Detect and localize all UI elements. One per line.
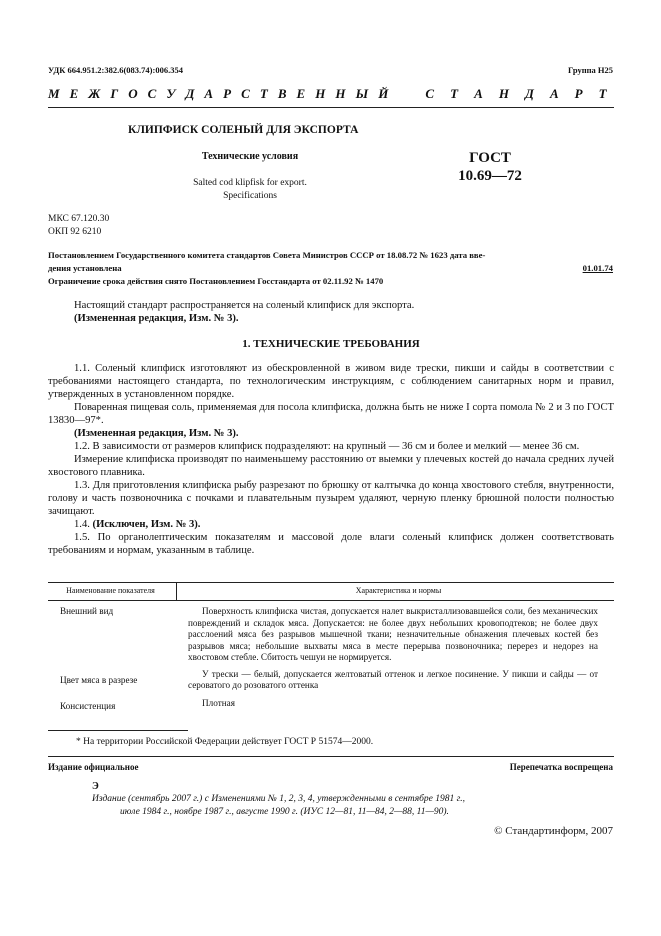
para-1-4-number: 1.4.: [74, 519, 90, 530]
table-row: [60, 698, 598, 713]
table-cell-name: Внешний вид: [60, 606, 114, 616]
table-header-col2: Характеристика и нормы: [355, 586, 442, 595]
footnote: * На территории Российской Федерации действует ГОСТ Р 51574—2000.: [76, 737, 374, 747]
edition-mark: Э: [92, 781, 99, 792]
table-header-divider: [176, 582, 177, 600]
english-title-2: Specifications: [223, 191, 277, 201]
official-edition: Издание официальное: [48, 762, 139, 772]
table-header-col1: Наименование показателя: [66, 586, 155, 595]
para-1-1: 1.1. Соленый клипфиск изготовляют из обескровленной в живом виде трески, пикши и сайды в соответствии с требованиями настоящего стандарта, по технологическим инструкциям, с соблюдением санитарных норм и правил, утвержденных в установленном порядке.: [48, 363, 614, 400]
para-1-1b: Поваренная пищевая соль, применяемая для посола клипфиска, должна быть не ниже I сорта помола № 2 и 3 по ГОСТ 13830—97*.: [48, 402, 614, 426]
gost-label: ГОСТ: [469, 150, 511, 166]
para-1-2b: Измерение клипфиска производят по наименьшему расстоянию от выемки у плечевых костей до начала средних лучей хвостового плавника.: [48, 454, 614, 478]
table-cell-value: Плотная: [202, 697, 235, 708]
intro-text: Настоящий стандарт распространяется на соленый клипфиск для экспорта.: [74, 300, 415, 311]
table-cell-value: У трески — белый, допускается желтоватый оттенок и легкое посинение. У пикши и сайды — от сероватого до розоватого оттенка: [188, 668, 598, 690]
para-1-1-revision: (Измененная редакция, Изм. № 3).: [74, 428, 239, 439]
table-header-rule: [48, 600, 614, 601]
decree-line-1: Постановлением Государственного комитета стандартов Совета Министров СССР от 18.08.72 № 1623 дата вве-: [48, 250, 486, 260]
group-code: Группа Н25: [567, 65, 613, 75]
decree-date: 01.01.74: [582, 263, 613, 273]
edition-line-1: Издание (сентябрь 2007 г.) с Изменениями № 1, 2, 3, 4, утвержденными в сентябре 1981 г.,: [92, 794, 465, 804]
table-cell-name: Консистенция: [60, 700, 116, 711]
okp-code: ОКП 92 6210: [48, 227, 102, 237]
table-cell-value: Поверхность клипфиска чистая, допускается налет выкристаллизовавшейся соли, без механических повреждений и складок мяса. Допускается: не более двух небольших кровоподтеков; не более двух расслоений мяса без разрывов мышечной ткани; незначительные обнажения плечевых костей без разрывов мяса; небольшие выхваты мяса в месте перерыва позвоночника; перерез и недорез на хвостовом стебле. Сбитость чешуи не нормируется.: [188, 606, 598, 662]
norms-table: [60, 606, 598, 712]
decree-line-3: Ограничение срока действия снято Постановлением Госстандарта от 02.11.92 № 1470: [48, 276, 384, 286]
section-heading: 1. ТЕХНИЧЕСКИЕ ТРЕБОВАНИЯ: [242, 338, 420, 350]
mks-code: МКС 67.120.30: [48, 214, 110, 224]
reprint-prohibited: Перепечатка воспрещена: [509, 762, 613, 772]
para-1-4: [48, 518, 614, 531]
subtitle: Технические условия: [201, 151, 299, 162]
intro-revision: (Измененная редакция, Изм. № 3).: [74, 313, 239, 324]
table-row: [60, 606, 598, 669]
header-rule: [48, 107, 614, 108]
edition-line-2: июле 1984 г., ноябре 1987 г., августе 1990 г. (ИУС 12—81, 11—84, 2—88, 11—90).: [120, 807, 449, 817]
para-1-5: 1.5. По органолептическим показателям и массовой доле влаги соленый клипфиск должен соответствовать требованиям и нормам, указанным в таблице.: [48, 532, 614, 556]
page-title: КЛИПФИСК СОЛЕНЫЙ ДЛЯ ЭКСПОРТА: [128, 124, 359, 136]
table-row: [60, 669, 598, 698]
banner-interstate: М Е Ж Г О С У Д А Р С Т В Е Н Н Ы Й: [48, 86, 392, 101]
section-body: [48, 362, 614, 557]
decree-line-2: дения установлена: [48, 263, 122, 273]
copyright: © Стандартинформ, 2007: [494, 825, 613, 837]
footnote-rule: [48, 730, 188, 731]
table-top-rule: [48, 582, 614, 583]
para-1-4-text: (Исключен, Изм. № 3).: [92, 519, 201, 530]
banner-standard: С Т А Н Д А Р Т: [425, 86, 613, 101]
table-cell-name: Цвет мяса в разрезе: [60, 674, 138, 685]
gost-number: 10.69—72: [458, 168, 522, 184]
para-1-2: 1.2. В зависимости от размеров клипфиск подразделяют: на крупный — 36 см и более и мелкий — менее 36 см.: [74, 441, 580, 452]
english-title-1: Salted cod klipfisk for export.: [193, 178, 307, 188]
udk-code: УДК 664.951.2:382.6(083.74):006.354: [48, 65, 183, 75]
para-1-3: 1.3. Для приготовления клипфиска рыбу разрезают по брюшку от калтычка до конца хвостового стебля, внутренности, голову и часть позвоночника с почками и плавательным пузырем удаляют, черную пленку брюшной полости полностью зачищают.: [48, 480, 614, 517]
footer-rule: [48, 756, 614, 757]
